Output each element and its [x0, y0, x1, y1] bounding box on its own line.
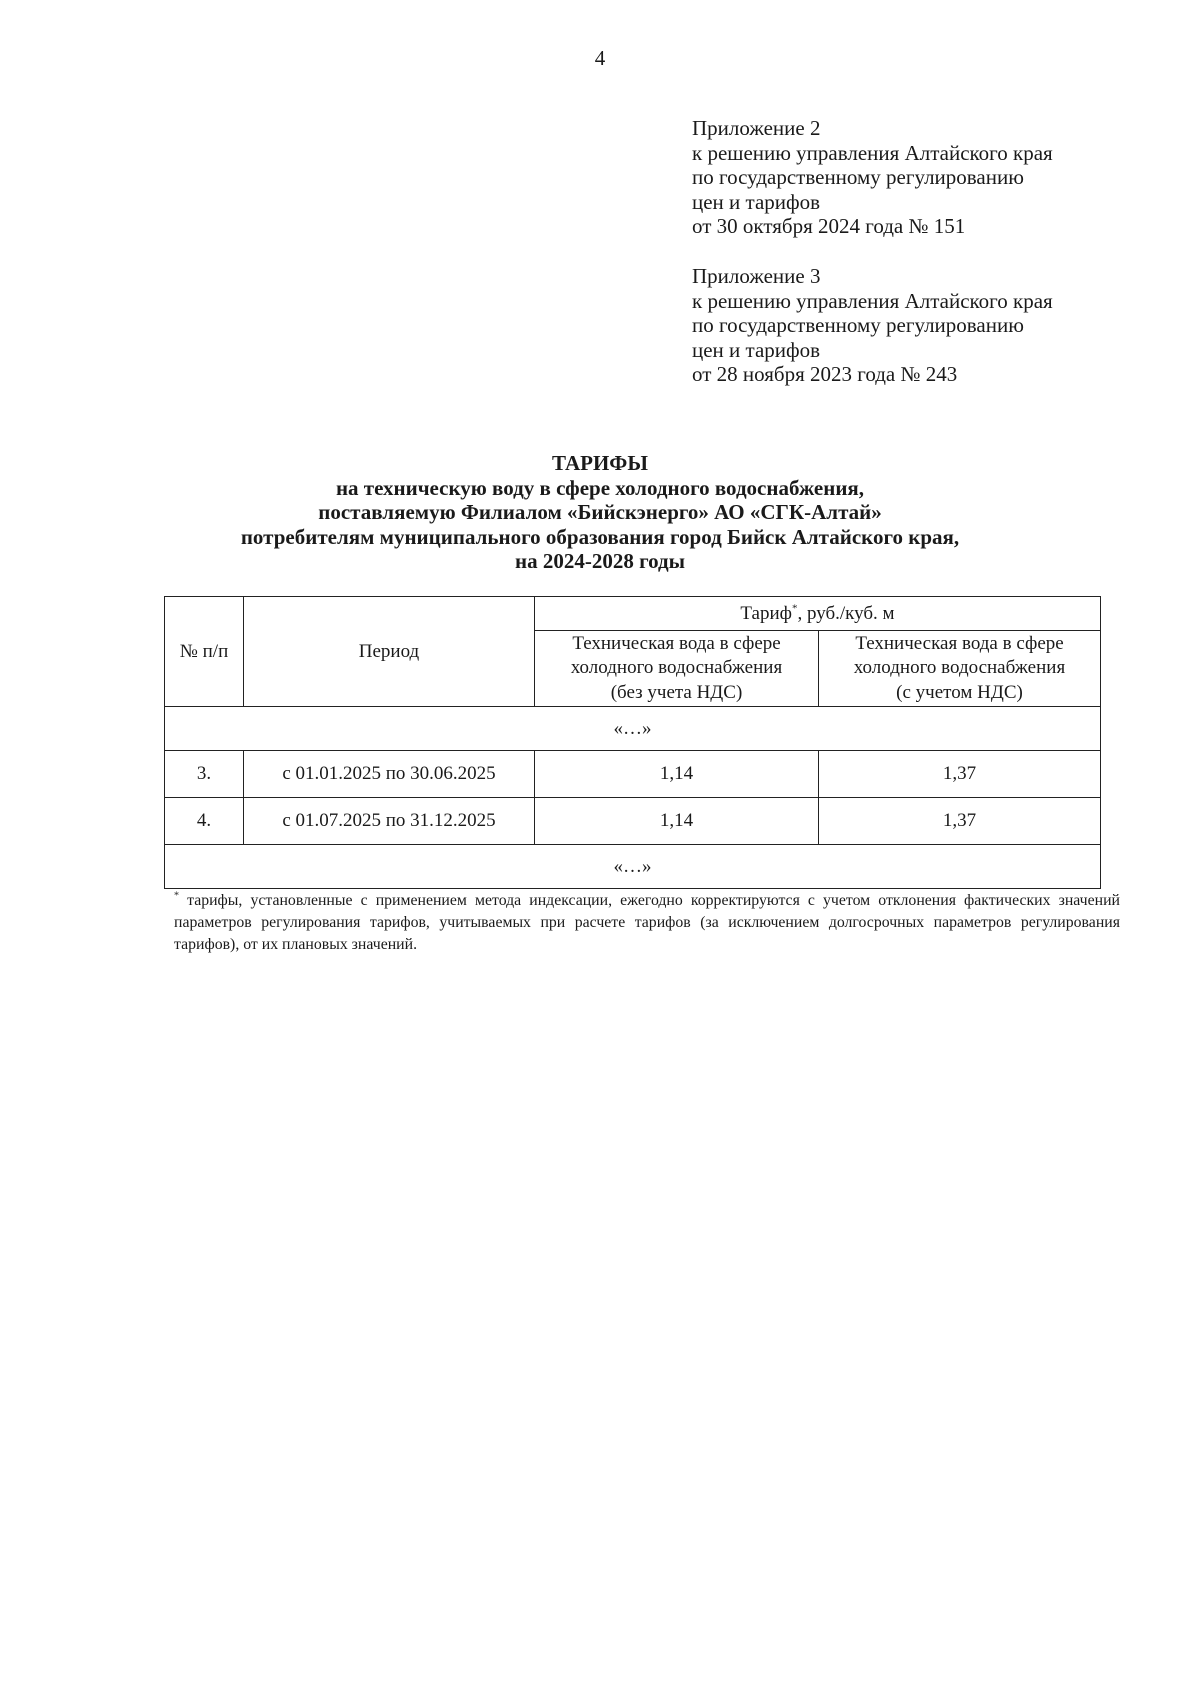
- row-with-vat: 1,37: [819, 798, 1101, 845]
- row-num: 3.: [165, 751, 244, 798]
- header-line: (с учетом НДС): [896, 681, 1023, 703]
- appendix-line: от 28 ноября 2023 года № 243: [692, 362, 958, 386]
- row-without-vat: 1,14: [535, 751, 819, 798]
- header-without-vat: [535, 631, 819, 707]
- footnote-text: тарифы, установленные с применением метода индексации, ежегодно корректируются с учетом отклонения фактических значений параметров регулирования тарифов, учитываемых при расчете тарифов (за исключением долгосрочных параметров регулирования тарифов), от их плановых значений.: [174, 892, 1120, 953]
- appendix-2-block: [692, 116, 1162, 239]
- footnote-mark: *: [791, 602, 798, 615]
- page-number: 4: [594, 46, 606, 70]
- header-line: Техническая вода в сфере: [855, 632, 1064, 654]
- appendix-line: к решению управления Алтайского края: [692, 288, 1053, 313]
- header-line: холодного водоснабжения: [853, 657, 1066, 679]
- appendix-line: цен и тарифов: [692, 337, 821, 362]
- title-heading: ТАРИФЫ: [552, 451, 648, 475]
- header-tariff-label: Тариф: [740, 602, 792, 624]
- appendix-line: по государственному регулированию: [692, 313, 1024, 337]
- table-header-row: [165, 597, 1101, 631]
- table-row: [165, 751, 1101, 798]
- document-title: [0, 451, 1200, 574]
- footnote-mark: *: [174, 890, 179, 902]
- title-line: на техническую воду в сфере холодного водоснабжения,: [335, 475, 865, 500]
- title-line: потребителям муниципального образования город Бийск Алтайского края,: [240, 524, 960, 549]
- appendix-line: Приложение 3: [692, 264, 821, 288]
- title-line: на 2024-2028 годы: [514, 549, 686, 573]
- ellipsis-cell: «…»: [165, 707, 1101, 751]
- header-with-vat: [819, 631, 1101, 707]
- row-period: с 01.07.2025 по 31.12.2025: [244, 798, 535, 845]
- table-ellipsis-row: [165, 845, 1101, 889]
- row-with-vat: 1,37: [819, 751, 1101, 798]
- header-num: № п/п: [165, 597, 244, 707]
- table-row: [165, 798, 1101, 845]
- appendix-line: цен и тарифов: [692, 189, 821, 214]
- table-ellipsis-row: [165, 707, 1101, 751]
- appendix-line: от 30 октября 2024 года № 151: [692, 214, 966, 238]
- title-line: поставляемую Филиалом «Бийскэнерго» АО «СГК-Алтай»: [318, 500, 882, 524]
- row-without-vat: 1,14: [535, 798, 819, 845]
- appendix-line: к решению управления Алтайского края: [692, 140, 1053, 165]
- appendix-line: Приложение 2: [692, 116, 821, 140]
- row-period: с 01.01.2025 по 30.06.2025: [244, 751, 535, 798]
- header-period: Период: [244, 597, 535, 707]
- tariff-table: [164, 596, 1101, 889]
- header-line: Техническая вода в сфере: [572, 632, 781, 654]
- ellipsis-cell: «…»: [165, 845, 1101, 889]
- appendix-3-block: [692, 264, 1162, 387]
- header-line: холодного водоснабжения: [570, 657, 783, 679]
- row-num: 4.: [165, 798, 244, 845]
- header-tariff-units: , руб./куб. м: [797, 602, 895, 624]
- footnote: [174, 890, 1120, 956]
- header-tariff-group: [535, 597, 1101, 631]
- header-line: (без учета НДС): [610, 681, 743, 703]
- appendix-line: по государственному регулированию: [692, 165, 1024, 189]
